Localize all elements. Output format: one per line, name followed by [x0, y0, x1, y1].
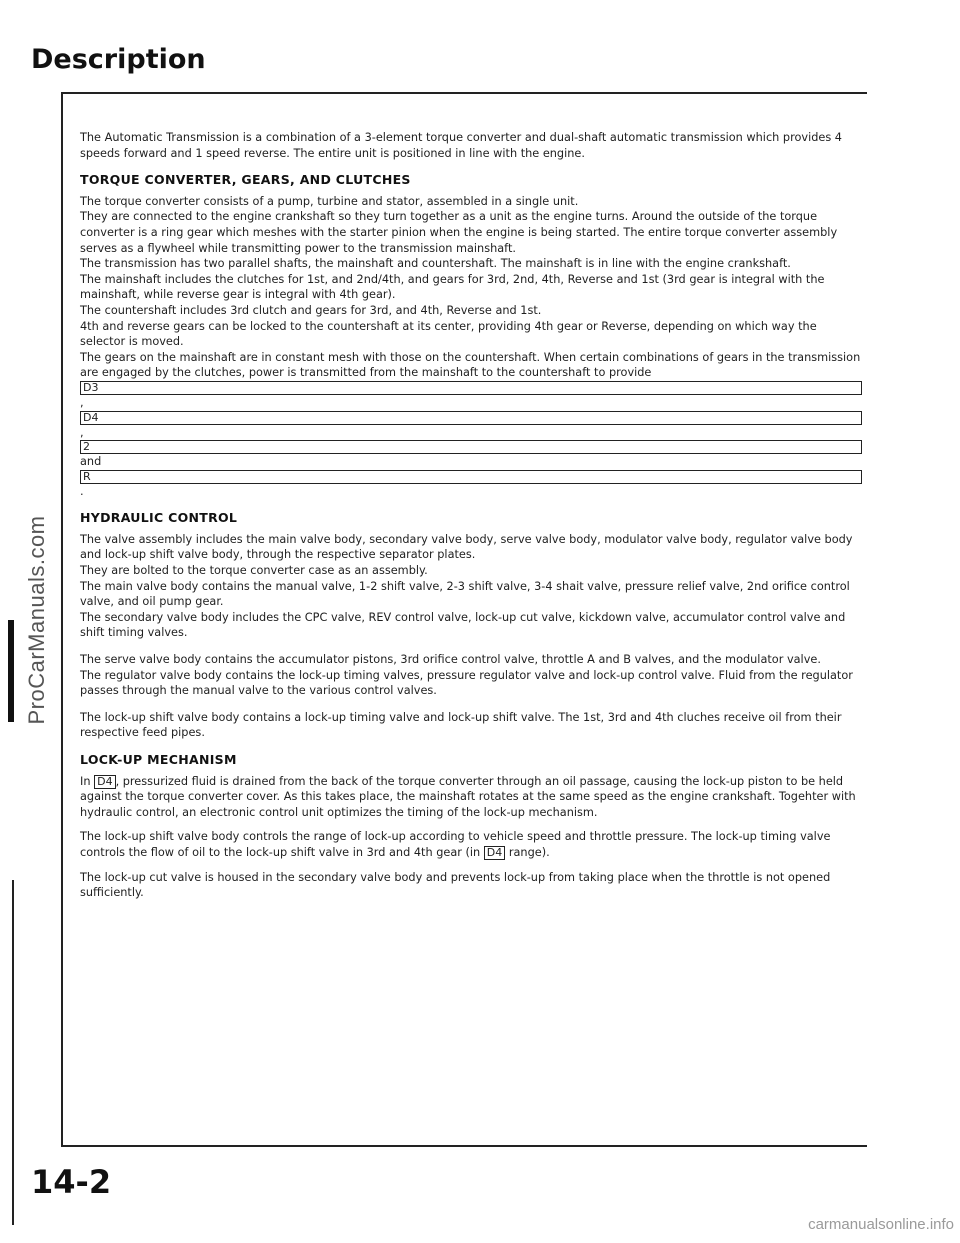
lockup-text-end: range).	[505, 845, 550, 859]
left-rule	[61, 92, 63, 1147]
top-rule	[61, 92, 867, 94]
hydraulic-line: The valve assembly includes the main valve body, secondary valve body, serve valve body, modulator valve body, regulator valve body and lock-up shift valve body, through the respective separator plates.	[80, 532, 853, 562]
heading-torque-converter: TORQUE CONVERTER, GEARS, AND CLUTCHES	[80, 172, 411, 188]
side-edge-line	[12, 880, 14, 1225]
gears-text: The gears on the mainshaft are in constant mesh with those on the countershaft. When certain combinations of gears in the transmission are engaged by the clutches, power is transmitted from the mainshaft to the countershaft to provide	[80, 350, 861, 380]
hydraulic-group-3: The lock-up shift valve body contains a lock-up timing valve and lock-up shift valve. The 1st, 3rd and 4th cluches receive oil from their respective feed pipes.	[80, 710, 842, 740]
gear-position-box: D4	[484, 846, 505, 860]
and-word: and	[80, 455, 102, 469]
hydraulic-group-1	[80, 532, 862, 641]
bottom-rule	[61, 1145, 867, 1147]
torque-line: They are connected to the engine crankshaft so they turn together as a unit as the engine turns. Around the outside of the torque converter is a ring gear which meshes with the starter pinion when the engine is being started. The entire torque converter assembly serves as a flywheel while transmitting power to the transmission mainshaft.	[80, 210, 838, 255]
torque-line-gears	[80, 350, 862, 500]
hydraulic-line: The main valve body contains the manual valve, 1-2 shift valve, 2-3 shift valve, 3-4 shait valve, pressure relief valve, 2nd orifice control valve, and oil pump gear.	[80, 579, 850, 609]
gear-position-box: R	[80, 470, 862, 484]
separator: ,	[80, 395, 84, 409]
side-watermark-text: ProCarManuals.com	[24, 515, 49, 725]
hydraulic-group-2	[80, 652, 862, 699]
document-body	[80, 130, 862, 910]
torque-line: The transmission has two parallel shafts, the mainshaft and countershaft. The mainshaft is in line with the engine crankshaft.	[80, 257, 791, 271]
hydraulic-line: They are bolted to the torque converter case as an assembly.	[80, 564, 428, 578]
lockup-in-word: In	[80, 774, 91, 788]
hydraulic-line: The regulator valve body contains the lock-up timing valves, pressure regulator valve and lock-up control valve. Fluid from the regulator passes through the manual valve to the various control valves.	[80, 668, 853, 698]
hydraulic-line: The secondary valve body includes the CPC valve, REV control valve, lock-up cut valve, kickdown valve, accumulator control valve and shift timing valves.	[80, 610, 846, 640]
footer-watermark: carmanualsonline.info	[808, 1216, 954, 1233]
lockup-paragraph-3: The lock-up cut valve is housed in the secondary valve body and prevents lock-up from taking place when the throttle is not opened sufficiently.	[80, 870, 831, 900]
side-watermark	[22, 470, 52, 770]
heading-hydraulic-control: HYDRAULIC CONTROL	[80, 510, 238, 526]
page-title: Description	[31, 44, 206, 75]
period: .	[80, 484, 84, 498]
page-number: 14-2	[31, 1163, 112, 1201]
torque-line: 4th and reverse gears can be locked to the countershaft at its center, providing 4th gear or Reverse, depending on which way the selector is moved.	[80, 319, 817, 349]
lockup-paragraph-2	[80, 829, 862, 860]
hydraulic-line: The serve valve body contains the accumulator pistons, 3rd orifice control valve, throttle A and B valves, and the modulator valve.	[80, 653, 821, 667]
torque-line: The torque converter consists of a pump, turbine and stator, assembled in a single unit.	[80, 194, 579, 208]
lockup-text: The lock-up shift valve body controls the range of lock-up according to vehicle speed and throttle pressure. The lock-up timing valve controls the flow of oil to the lock-up shift valve in 3rd and 4th gear (in	[80, 830, 831, 859]
intro-paragraph: The Automatic Transmission is a combination of a 3-element torque converter and dual-shaft automatic transmission which provides 4 speeds forward and 1 speed reverse. The entire unit is positioned in line with the engine.	[80, 131, 842, 160]
separator: ,	[80, 425, 84, 439]
torque-line: The countershaft includes 3rd clutch and gears for 3rd, and 4th, Reverse and 1st.	[80, 303, 542, 317]
torque-converter-section	[80, 194, 862, 500]
gear-position-box: D4	[94, 775, 115, 789]
heading-lock-up-mechanism: LOCK-UP MECHANISM	[80, 752, 237, 767]
gear-position-box: 2	[80, 440, 862, 454]
lockup-text: , pressurized fluid is drained from the back of the torque converter through an oil passage, causing the lock-up piston to be held against the torque converter cover. As this takes place, the mainshaft rotates at the same speed as the engine crankshaft. Togehter with hydraulic control, an electronic control unit optimizes the timing of the lock-up mechanism.	[80, 774, 856, 819]
gear-position-box: D3	[80, 381, 862, 395]
gear-position-box: D4	[80, 411, 862, 425]
side-edge-bar	[8, 620, 14, 722]
lockup-paragraph-1	[80, 774, 862, 821]
torque-line: The mainshaft includes the clutches for 1st, and 2nd/4th, and gears for 3rd, 2nd, 4th, Reverse and 1st (3rd gear is integral with the mainshaft, while reverse gear is integral with 4th gear).	[80, 272, 825, 302]
